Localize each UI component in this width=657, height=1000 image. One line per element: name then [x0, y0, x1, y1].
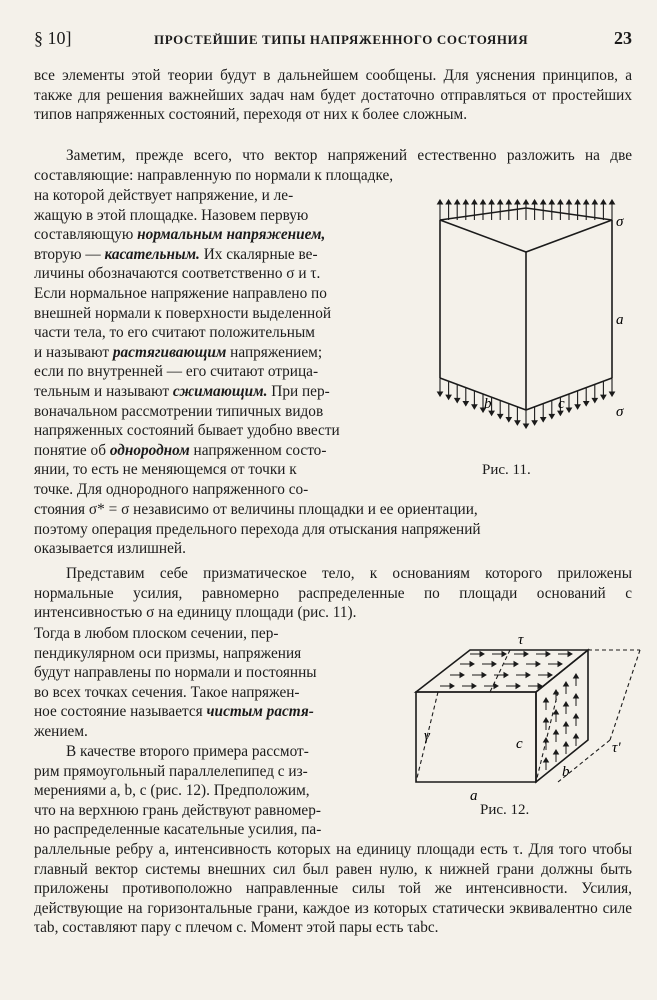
figure-11-prism [426, 196, 636, 446]
fig11-up-arrow-head [592, 200, 597, 204]
fig11-up-arrow-head [532, 200, 537, 204]
fig12-shear-arrow-head [536, 662, 540, 667]
fig12-side-arrow-head [574, 694, 579, 698]
fig11-up-arrow-head [584, 200, 589, 204]
fig12-shear-arrow-head [558, 662, 562, 667]
paragraph-2-bottom: стояния σ* = σ независимо от величины площадки и ее ориентации, поэтому операция предельного перехода для отыскания напряжений оказывается излишней. [34, 501, 481, 558]
fig11-up-arrow-head [489, 200, 494, 204]
fig11-up-arrow-head [438, 200, 443, 204]
fig11-up-arrow-head [515, 200, 520, 204]
fig11-down-arrow-head [498, 414, 503, 418]
fig11-up-arrow-head [601, 200, 606, 204]
fig12-shear-arrow-head [494, 684, 498, 689]
term-homogeneous: однородном [109, 441, 190, 459]
figure-12-caption: Рис. 12. [480, 802, 530, 818]
fig11-up-arrow-head [610, 200, 615, 204]
fig11-label-c: c [558, 396, 565, 412]
fig12-side-arrow-head [574, 734, 579, 738]
fig11-down-arrow-head [455, 398, 460, 402]
running-header [34, 28, 632, 54]
fig12-shear-arrow-head [516, 684, 520, 689]
fig11-down-arrow-head [575, 405, 580, 409]
fig12-side-arrow-head [574, 674, 579, 678]
fig12-side-arrow-head [554, 730, 559, 734]
fig12-shear-arrow-head [470, 662, 474, 667]
paragraph-3-top: Представим себе призматическое тело, к основаниям которого приложены нормальные усилия, равномерно распределенные по площади оснований с интенсивностью σ на единицу площади (рис. 11). [34, 565, 632, 622]
term-pure-tension: чистым растя- [206, 703, 314, 721]
fig12-shear-arrow-head [472, 684, 476, 689]
fig11-down-arrow-head [506, 418, 511, 422]
fig12-side-arrow-head [564, 702, 569, 706]
fig11-up-arrow-head [506, 200, 511, 204]
term-tensile: растягивающим [112, 343, 227, 361]
fig11-up-arrow-head [463, 200, 468, 204]
fig12-shear-arrow-head [546, 652, 550, 657]
fig11-up-arrow-head [558, 200, 563, 204]
fig11-down-arrow-head [532, 421, 537, 425]
fig11-down-arrow-head [549, 414, 554, 418]
paragraph-4-bottom: раллельные ребру a, интенсивность которых на единицу площади есть τ. Для того чтобы главный вектор системы внешних сил был равен нулю, к нижней грани должны быть приложены противоположно направленные силы той же интенсивности. Усилия, действующие на горизонтальные грани, каждое из которых статически эквивалентно силе τab, составляют пару с плечом c. Момент этой пары есть τabc. [34, 841, 632, 937]
fig12-shear-arrow-head [450, 684, 454, 689]
term-shear-stress: касательным. [104, 245, 200, 263]
paragraph-2-narrow: на которой действует напряжение, и ле- жащую в этой площадке. Назовем первую составляющую нормальным напряжением, вторую — касательным. Их скалярные ве- личины обозначаются соответственно σ и τ. Если нормальное напряжение направлено по внешней нормали к поверхности выделенной части тела, то его считают положительным и называют растягивающим напряжением; если по внутренней — его считают отрица- тельным и называют сжимающим. При пер- воначальном рассмотрении типичных видов напряженных состояний бывает удобно ввести понятие об однородном напряженном состо- янии, то есть не меняющемся от точки к точке. Для однородного напряженного со- [34, 187, 340, 498]
term-normal-stress: нормальным напряжением, [137, 226, 326, 244]
section-number: § 10] [34, 28, 72, 48]
fig12-side-arrow-head [564, 722, 569, 726]
fig12-label-a: a [470, 788, 478, 804]
fig11-down-arrow-head [601, 395, 606, 399]
fig12-shear-arrow-head [526, 673, 530, 678]
fig11-down-arrow-head [524, 424, 529, 428]
fig11-label-sigma-top: σ [616, 214, 624, 230]
paragraph-4-narrow: В качестве второго примера рассмот- рим прямоугольный параллелепипед с из- мерениями a, b, c (рис. 12). Предположим, что на верхнюю грань действуют равномер- но распределенные касательные усилия, па- [34, 743, 322, 839]
fig12-shear-arrow-head [524, 652, 528, 657]
fig11-down-arrow-head [515, 421, 520, 425]
fig11-up-arrow-head [541, 200, 546, 204]
fig11-up-arrow-head [481, 200, 486, 204]
fig12-shear-arrow-head [492, 662, 496, 667]
fig12-shear-arrow-head [548, 673, 552, 678]
fig12-shear-arrow-head [504, 673, 508, 678]
figure-12-parallelepiped [410, 630, 644, 810]
fig11-down-arrow-head [463, 402, 468, 406]
fig12-side-arrow-head [544, 718, 549, 722]
fig11-down-arrow-head [584, 402, 589, 406]
fig11-label-a: a [616, 312, 624, 328]
paragraph-3-narrow: Тогда в любом плоском сечении, пер- пендикулярном оси призмы, напряжения будут направлены по нормали и постоянны во всех точках сечения. Такое напряжен- ное состояние называется чистым растя- жением. [34, 625, 317, 740]
fig11-down-arrow-head [472, 405, 477, 409]
fig11-label-sigma-bottom: σ [616, 404, 624, 420]
fig12-side-arrow-head [554, 750, 559, 754]
fig12-label-tau-top: τ [518, 632, 524, 648]
fig12-label-gamma: γ [424, 728, 430, 744]
fig11-up-arrow-head [498, 200, 503, 204]
fig12-shear-arrow-head [568, 652, 572, 657]
figure-11-caption: Рис. 11. [482, 462, 531, 478]
running-title: ПРОСТЕЙШИЕ ТИПЫ НАПРЯЖЕННОГО СОСТОЯНИЯ [154, 32, 529, 47]
fig11-down-arrow-head [438, 392, 443, 396]
fig11-label-b: b [484, 396, 492, 412]
fig11-up-arrow-head [567, 200, 572, 204]
fig12-side-arrow-head [564, 742, 569, 746]
fig12-shear-arrow-head [480, 652, 484, 657]
fig11-down-arrow-head [446, 395, 451, 399]
fig11-up-arrow-head [575, 200, 580, 204]
fig11-up-arrow-head [472, 200, 477, 204]
fig12-side-arrow-head [564, 682, 569, 686]
paragraph-2-top: Заметим, прежде всего, что вектор напряжений естественно разложить на две составляющие: направленную по нормали к площадке, [34, 147, 632, 184]
fig12-shear-arrow-head [460, 673, 464, 678]
fig12-side-arrow-head [574, 714, 579, 718]
fig11-up-arrow-head [549, 200, 554, 204]
fig12-side-arrow-head [554, 690, 559, 694]
fig11-down-arrow-head [592, 398, 597, 402]
fig12-label-tau-prime: τ' [612, 740, 621, 756]
fig11-up-arrow-head [524, 200, 529, 204]
fig11-up-arrow-head [455, 200, 460, 204]
page-number: 23 [614, 28, 632, 48]
fig12-side-arrow-head [554, 710, 559, 714]
fig11-down-arrow-head [541, 418, 546, 422]
fig12-side-arrow-head [544, 758, 549, 762]
term-compressive: сжимающим. [172, 382, 268, 400]
fig11-down-arrow-head [610, 392, 615, 396]
fig11-up-arrow-head [446, 200, 451, 204]
fig12-shear-arrow-head [502, 652, 506, 657]
fig11-down-arrow-head [567, 408, 572, 412]
fig12-shear-arrow-head [482, 673, 486, 678]
fig12-side-arrow-head [544, 738, 549, 742]
fig12-shear-arrow-head [514, 662, 518, 667]
fig12-label-b: b [562, 764, 570, 780]
fig12-side-arrow-head [544, 698, 549, 702]
fig12-label-c: c [516, 736, 523, 752]
paragraph-1: все элементы этой теории будут в дальнейшем сообщены. Для уяснения принципов, а также для решения важнейших задач нам будет достаточно отправляться от простейших типов напряженных состояний, переходя от них к более сложным. [34, 67, 632, 124]
